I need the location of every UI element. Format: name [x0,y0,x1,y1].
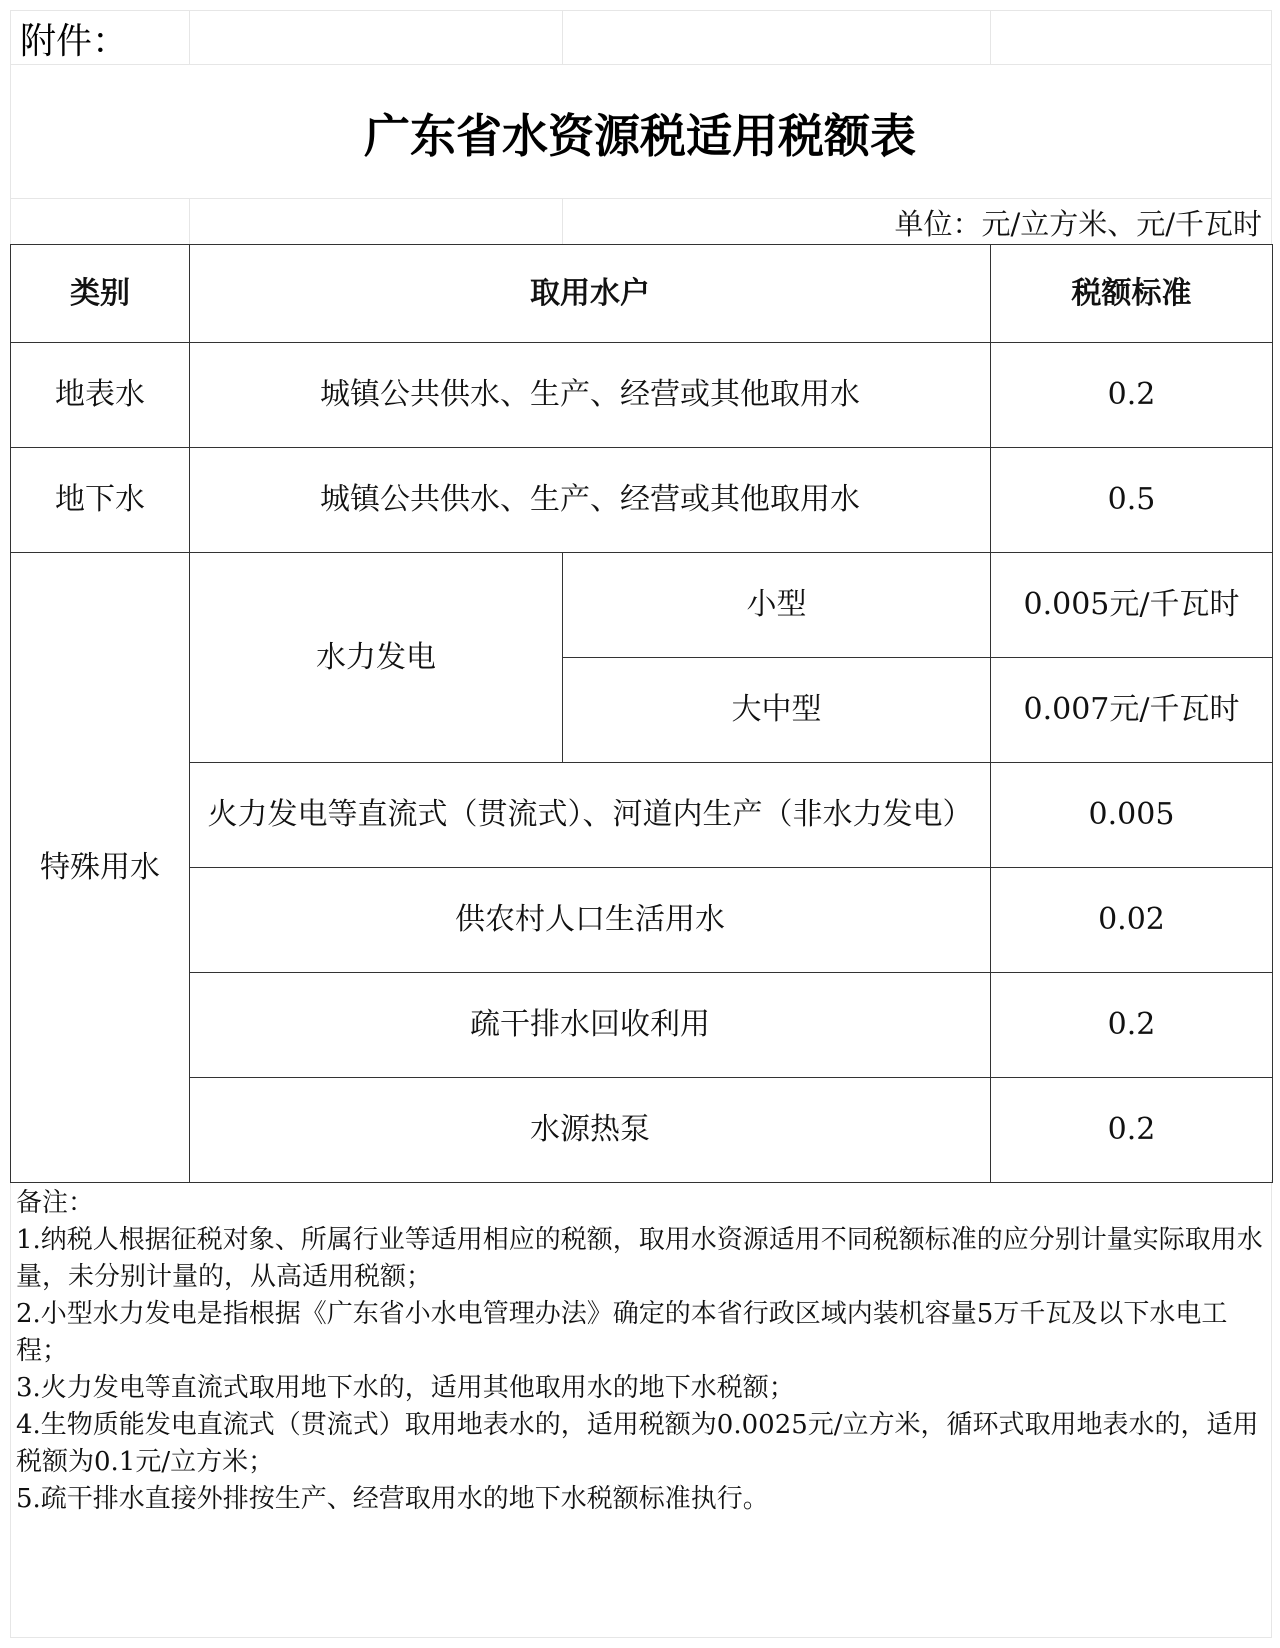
hydro-label: 水力发电 [190,553,563,763]
gridline [10,64,1272,65]
thermal-label: 火力发电等直流式（贯流式）、河道内生产（非水力发电） [190,763,991,868]
note-item: 4.生物质能发电直流式（贯流式）取用地表水的，适用税额为0.0025元/立方米，循环式取用地表水的，适用税额为0.1元/立方米； [16,1410,1259,1477]
table-row-rural [11,868,1273,973]
gridline [189,10,190,64]
user-surface: 城镇公共供水、生产、经营或其他取用水 [190,343,991,448]
drainage-label: 疏干排水回收利用 [190,973,991,1078]
tax-rate-table [10,244,1273,1183]
gridline [10,1637,1272,1638]
table-row-surface [11,343,1273,448]
note-item: 1.纳税人根据征税对象、所属行业等适用相应的税额，取用水资源适用不同税额标准的应分别计量实际取用水量，未分别计量的，从高适用税额； [16,1225,1263,1292]
rate-rural: 0.02 [991,868,1273,973]
rate-thermal: 0.005 [991,763,1273,868]
rate-drainage: 0.2 [991,973,1273,1078]
category-ground: 地下水 [11,448,190,553]
category-special: 特殊用水 [11,553,190,1183]
gridline [1271,1180,1272,1638]
hydro-large-label: 大中型 [563,658,991,763]
gridline [189,198,190,244]
gridline [990,10,991,64]
header-rate: 税额标准 [991,245,1273,343]
note-item: 2.小型水力发电是指根据《广东省小水电管理办法》确定的本省行政区域内装机容量5万千瓦及以下水电工程； [16,1299,1228,1366]
rate-hydro-small: 0.005元/千瓦时 [991,553,1273,658]
attachment-label: 附件： [20,21,129,62]
rate-hydro-large: 0.007元/千瓦时 [991,658,1273,763]
rural-label: 供农村人口生活用水 [190,868,991,973]
gridline [10,198,1272,199]
header-user: 取用水户 [190,245,991,343]
gridline [562,198,563,244]
page-title: 广东省水资源税适用税额表 [364,109,916,163]
gridline [562,10,563,64]
table-row-thermal [11,763,1273,868]
table-row-ground [11,448,1273,553]
note-item: 3.火力发电等直流式取用地下水的，适用其他取用水的地下水税额； [16,1373,795,1403]
unit-label: 单位：元/立方米、元/千瓦时 [894,207,1262,241]
gridline [1271,10,1272,244]
header-row [11,245,1273,343]
table-row-drainage [11,973,1273,1078]
rate-ground: 0.5 [991,448,1273,553]
hydro-small-label: 小型 [563,553,991,658]
notes-heading: 备注： [16,1188,95,1218]
category-surface: 地表水 [11,343,190,448]
header-category: 类别 [11,245,190,343]
note-item: 5.疏干排水直接外排按生产、经营取用水的地下水税额标准执行。 [16,1484,769,1514]
heatpump-label: 水源热泵 [190,1078,991,1183]
notes-section [16,1185,1271,1518]
user-ground: 城镇公共供水、生产、经营或其他取用水 [190,448,991,553]
gridline [10,10,1272,11]
table-row-hydro-small [11,553,1273,658]
rate-surface: 0.2 [991,343,1273,448]
gridline [10,1180,11,1638]
rate-heatpump: 0.2 [991,1078,1273,1183]
table-row-heatpump [11,1078,1273,1183]
